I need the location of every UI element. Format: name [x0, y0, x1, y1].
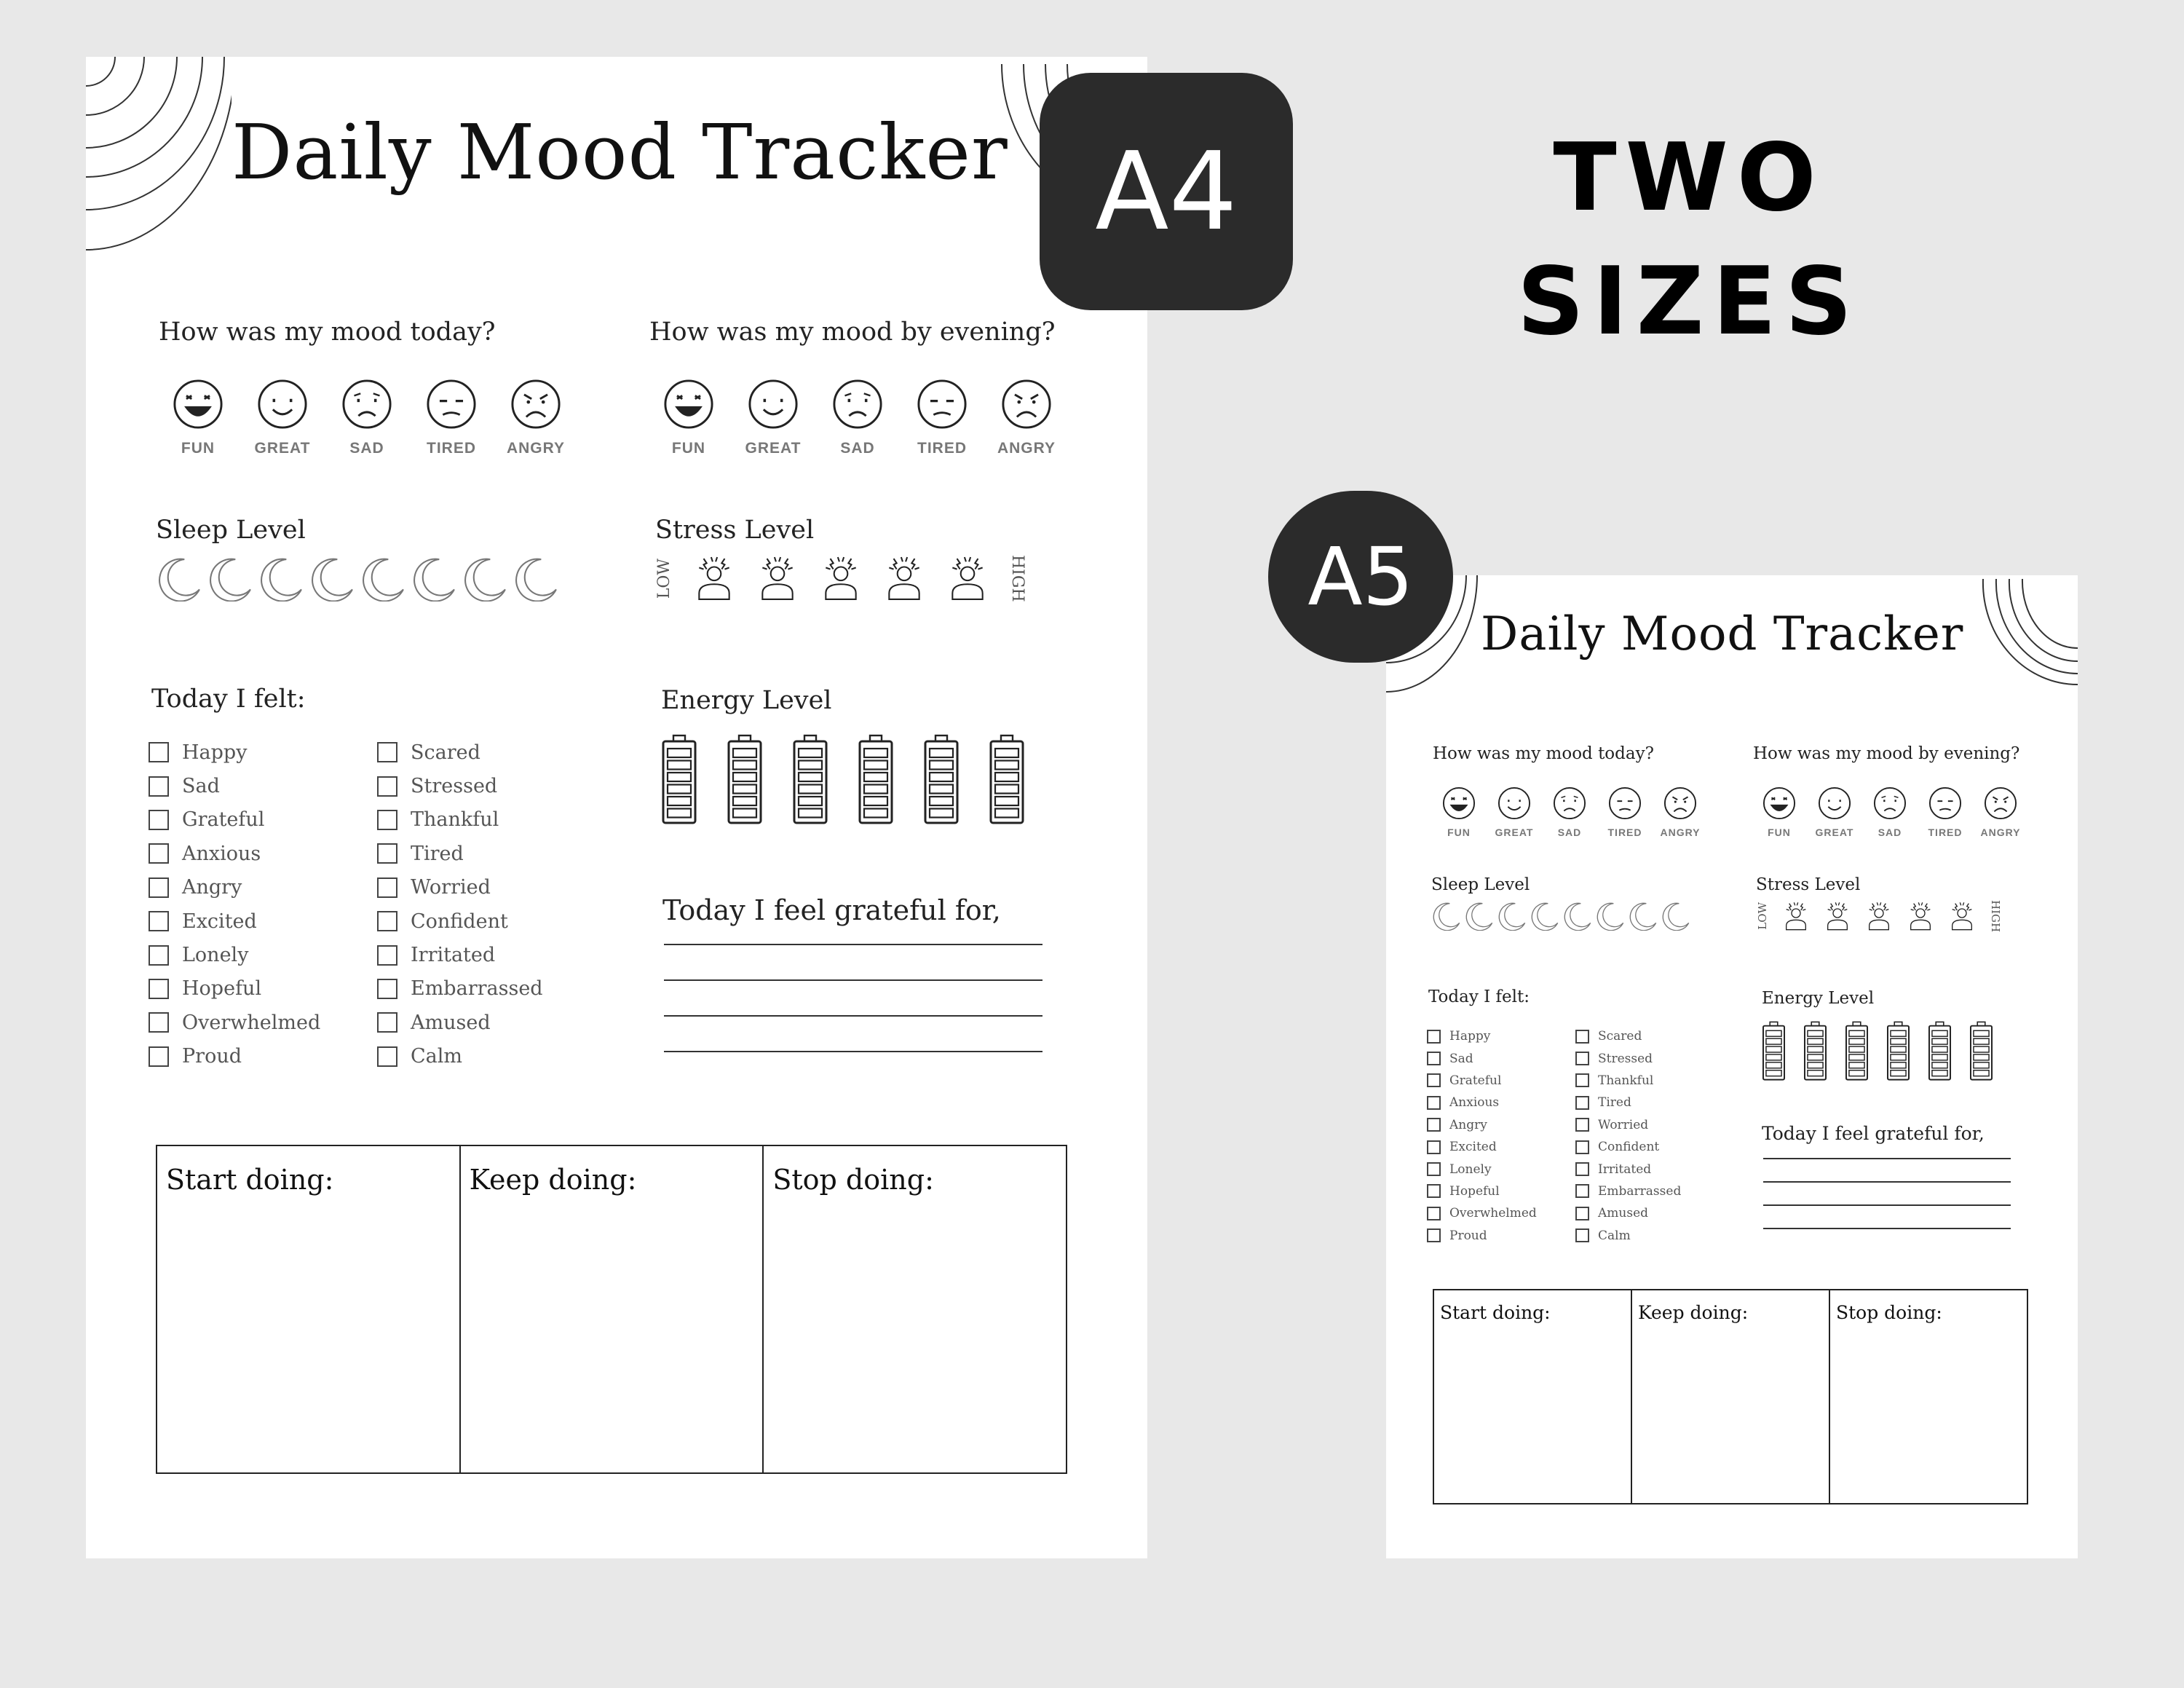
feeling-label: Proud	[182, 1045, 242, 1068]
moon-icon[interactable]	[207, 556, 252, 602]
moon-icon[interactable]	[513, 556, 558, 602]
tired-face-icon	[917, 379, 968, 430]
moon-icon[interactable]	[1562, 902, 1591, 931]
feeling-label: Worried	[1598, 1117, 1649, 1132]
moon-icon[interactable]	[1661, 902, 1690, 931]
feeling-checkbox-overwhelmed[interactable]	[1427, 1202, 1537, 1224]
feeling-checkbox-anxious[interactable]	[149, 837, 320, 870]
feeling-label: Confident	[1598, 1140, 1660, 1155]
mood-label: FUN	[1768, 827, 1791, 838]
feeling-checkbox-proud[interactable]	[149, 1040, 320, 1073]
tired-face-icon	[1928, 786, 1962, 820]
stop-doing-label: Stop doing:	[772, 1164, 934, 1196]
stress-scale	[1756, 900, 2002, 932]
checkbox[interactable]	[377, 843, 397, 864]
feeling-checkbox-angry[interactable]	[149, 871, 320, 904]
mood-fun-option[interactable]	[1752, 786, 1807, 838]
checkbox[interactable]	[377, 911, 397, 931]
feeling-label: Irritated	[411, 944, 496, 967]
moon-icon[interactable]	[156, 556, 201, 602]
energy-level-title: Energy Level	[661, 686, 832, 715]
feeling-label: Amused	[411, 1011, 491, 1034]
mood-sad-option[interactable]	[815, 379, 900, 457]
sad-face-icon	[341, 379, 392, 430]
checkbox[interactable]	[1575, 1030, 1589, 1044]
start-doing-label: Start doing:	[1440, 1302, 1551, 1323]
feeling-label: Scared	[411, 741, 480, 764]
mood-label: GREAT	[1815, 827, 1854, 838]
feeling-label: Grateful	[182, 808, 265, 832]
feeling-label: Calm	[411, 1045, 462, 1068]
stressed-person-icon[interactable]	[818, 556, 863, 601]
great-face-icon	[748, 379, 799, 430]
feeling-checkbox-tired[interactable]	[1575, 1092, 1681, 1113]
battery-icon[interactable]	[1886, 1019, 1910, 1082]
mood-label: ANGRY	[1980, 827, 2021, 838]
feeling-label: Embarrassed	[411, 977, 543, 1001]
mood-angry-option[interactable]	[984, 379, 1069, 457]
fun-face-icon	[1762, 786, 1796, 820]
mood-tired-option[interactable]	[1597, 786, 1653, 838]
a4-page	[86, 57, 1147, 1558]
feeling-checkbox-irritated[interactable]	[377, 938, 543, 971]
checkbox[interactable]	[1427, 1096, 1441, 1110]
checkbox[interactable]	[149, 776, 169, 797]
checkbox[interactable]	[149, 742, 169, 762]
sleep-moons	[156, 556, 563, 602]
checkbox[interactable]	[1575, 1073, 1589, 1087]
mood-sad-option[interactable]	[1862, 786, 1918, 838]
feeling-label: Grateful	[1449, 1073, 1502, 1088]
mood-label: ANGRY	[997, 440, 1056, 457]
mood-evening-faces	[646, 379, 1069, 457]
sleep-moons	[1431, 902, 1693, 931]
mood-today-question: How was my mood today?	[159, 318, 496, 347]
checkbox[interactable]	[1427, 1207, 1441, 1220]
feeling-label: Tired	[411, 842, 464, 865]
mood-sad-option[interactable]	[325, 379, 409, 457]
mood-label: FUN	[1447, 827, 1471, 838]
feeling-label: Excited	[182, 910, 257, 933]
feeling-label: Amused	[1598, 1206, 1649, 1221]
fun-face-icon	[173, 379, 223, 430]
feeling-label: Angry	[1449, 1117, 1487, 1132]
checkbox[interactable]	[149, 877, 169, 898]
feeling-label: Stressed	[1598, 1051, 1653, 1066]
moon-icon[interactable]	[258, 556, 303, 602]
a5-badge: A5	[1268, 491, 1453, 663]
feeling-label: Calm	[1598, 1228, 1631, 1243]
mood-sad-option[interactable]	[1542, 786, 1597, 838]
moon-icon[interactable]	[1497, 902, 1526, 931]
keep-doing-box[interactable]	[1632, 1290, 1830, 1503]
feeling-checkbox-embarrassed[interactable]	[1575, 1180, 1681, 1202]
feelings-column-2	[1575, 1025, 1681, 1247]
sleep-level-title: Sleep Level	[156, 516, 306, 545]
mood-fun-option[interactable]	[1431, 786, 1487, 838]
battery-icon[interactable]	[1762, 1019, 1786, 1082]
keep-doing-label: Keep doing:	[1638, 1302, 1749, 1323]
feeling-label: Lonely	[1449, 1162, 1492, 1177]
feeling-checkbox-tired[interactable]	[377, 837, 543, 870]
checkbox[interactable]	[377, 1046, 397, 1067]
checkbox[interactable]	[377, 979, 397, 999]
feeling-label: Sad	[1449, 1051, 1473, 1066]
fun-face-icon	[663, 379, 714, 430]
feeling-label: Happy	[1449, 1029, 1491, 1044]
mood-tired-option[interactable]	[409, 379, 494, 457]
feeling-checkbox-excited[interactable]	[149, 904, 320, 938]
stress-level-title: Stress Level	[1756, 875, 1861, 894]
feeling-label: Scared	[1598, 1029, 1642, 1044]
battery-icon[interactable]	[1969, 1019, 1993, 1082]
tired-face-icon	[426, 379, 477, 430]
checkbox[interactable]	[1575, 1184, 1589, 1198]
feeling-checkbox-thankful[interactable]	[377, 803, 543, 837]
checkbox[interactable]	[377, 742, 397, 762]
corner-arcs-right	[1976, 575, 2078, 706]
stop-doing-box[interactable]	[1830, 1290, 2027, 1503]
sad-face-icon	[1873, 786, 1907, 820]
mood-label: SAD	[1557, 827, 1582, 838]
stress-low-label: LOW	[1756, 902, 1769, 930]
energy-batteries	[661, 734, 1054, 824]
angry-face-icon	[1984, 786, 2017, 820]
angry-face-icon	[510, 379, 561, 430]
stressed-person-icon[interactable]	[755, 556, 800, 601]
start-doing-box[interactable]	[157, 1146, 461, 1472]
grateful-lines[interactable]	[1763, 1158, 2011, 1229]
fun-face-icon	[1442, 786, 1476, 820]
feeling-checkbox-confident[interactable]	[1575, 1136, 1681, 1158]
sad-face-icon	[1553, 786, 1586, 820]
stressed-person-icon[interactable]	[882, 556, 927, 601]
checkbox[interactable]	[149, 843, 169, 864]
mood-label: TIRED	[1928, 827, 1963, 838]
checkbox[interactable]	[1575, 1162, 1589, 1176]
checkbox[interactable]	[1575, 1096, 1589, 1110]
mood-label: SAD	[349, 440, 384, 457]
great-face-icon	[1818, 786, 1851, 820]
battery-icon[interactable]	[1845, 1019, 1869, 1082]
feeling-label: Worried	[411, 876, 491, 899]
battery-icon[interactable]	[1928, 1019, 1952, 1082]
stressed-person-icon[interactable]	[1823, 902, 1852, 931]
feeling-checkbox-hopeful[interactable]	[1427, 1180, 1537, 1202]
stressed-person-icon[interactable]	[1906, 902, 1935, 931]
moon-icon[interactable]	[1628, 902, 1657, 931]
feeling-label: Anxious	[182, 842, 261, 865]
mood-label: GREAT	[745, 440, 802, 457]
feeling-label: Irritated	[1598, 1162, 1652, 1177]
angry-face-icon	[1001, 379, 1052, 430]
mood-fun-option[interactable]	[156, 379, 240, 457]
checkbox[interactable]	[377, 810, 397, 830]
moon-icon[interactable]	[462, 556, 507, 602]
checkbox[interactable]	[377, 776, 397, 797]
battery-icon[interactable]	[858, 734, 894, 824]
battery-icon[interactable]	[1803, 1019, 1827, 1082]
checkbox[interactable]	[1575, 1118, 1589, 1132]
mood-fun-option[interactable]	[646, 379, 731, 457]
feeling-label: Excited	[1449, 1140, 1497, 1155]
stress-high-label: HIGH	[1989, 900, 2002, 933]
mood-label: SAD	[1878, 827, 1902, 838]
checkbox[interactable]	[1427, 1140, 1441, 1154]
feeling-label: Lonely	[182, 944, 249, 967]
mood-label: SAD	[840, 440, 875, 457]
mood-label: GREAT	[254, 440, 311, 457]
feeling-checkbox-sad[interactable]	[1427, 1047, 1537, 1069]
feeling-label: Hopeful	[1449, 1183, 1500, 1199]
reflection-boxes	[1433, 1289, 2028, 1504]
feeling-checkbox-happy[interactable]	[1427, 1025, 1537, 1047]
feeling-checkbox-amused[interactable]	[377, 1006, 543, 1039]
mood-label: ANGRY	[506, 440, 566, 457]
mood-evening-faces	[1752, 786, 2028, 838]
feeling-label: Thankful	[1598, 1073, 1654, 1088]
mood-today-question: How was my mood today?	[1433, 744, 1654, 763]
a4-badge: A4	[1040, 73, 1293, 310]
feelings-column-1	[1427, 1025, 1537, 1247]
great-face-icon	[257, 379, 308, 430]
tired-face-icon	[1608, 786, 1642, 820]
stress-high-label: HIGH	[1008, 555, 1026, 602]
keep-doing-box[interactable]	[461, 1146, 764, 1472]
stressed-person-icon[interactable]	[1947, 902, 1977, 931]
felt-title: Today I felt:	[1428, 987, 1530, 1006]
stressed-person-icon[interactable]	[1781, 902, 1811, 931]
feeling-label: Stressed	[411, 775, 498, 798]
checkbox[interactable]	[1427, 1073, 1441, 1087]
feeling-checkbox-lonely[interactable]	[1427, 1158, 1537, 1180]
grateful-title: Today I feel grateful for,	[662, 894, 1001, 926]
feeling-label: Tired	[1598, 1095, 1631, 1111]
two-sizes-line1: TWO	[1553, 124, 1825, 232]
feeling-checkbox-calm[interactable]	[377, 1040, 543, 1073]
mood-today-faces	[1431, 786, 1708, 838]
mood-angry-option[interactable]	[1653, 786, 1708, 838]
checkbox[interactable]	[149, 911, 169, 931]
mood-great-option[interactable]	[240, 379, 325, 457]
feeling-checkbox-embarrassed[interactable]	[377, 972, 543, 1006]
feeling-checkbox-calm[interactable]	[1575, 1225, 1681, 1247]
mood-evening-question: How was my mood by evening?	[649, 318, 1056, 347]
feeling-checkbox-worried[interactable]	[1575, 1114, 1681, 1136]
mood-label: TIRED	[427, 440, 476, 457]
feeling-checkbox-hopeful[interactable]	[149, 972, 320, 1006]
moon-icon[interactable]	[1530, 902, 1559, 931]
two-sizes-line2: SIZES	[1516, 248, 1861, 356]
energy-batteries	[1762, 1019, 2011, 1082]
feeling-label: Overwhelmed	[182, 1011, 321, 1034]
energy-level-title: Energy Level	[1762, 989, 1875, 1008]
feeling-checkbox-scared[interactable]	[377, 735, 543, 769]
corner-arcs-left	[86, 57, 232, 261]
mood-label: ANGRY	[1660, 827, 1701, 838]
stop-doing-label: Stop doing:	[1836, 1302, 1942, 1323]
checkbox[interactable]	[1575, 1052, 1589, 1065]
feeling-label: Overwhelmed	[1449, 1206, 1537, 1221]
grateful-lines[interactable]	[664, 944, 1042, 1052]
checkbox[interactable]	[1575, 1140, 1589, 1154]
moon-icon[interactable]	[1595, 902, 1624, 931]
feeling-checkbox-grateful[interactable]	[1427, 1070, 1537, 1092]
sleep-level-title: Sleep Level	[1431, 875, 1530, 894]
checkbox[interactable]	[377, 877, 397, 898]
checkbox[interactable]	[1427, 1052, 1441, 1065]
feeling-checkbox-stressed[interactable]	[1575, 1047, 1681, 1069]
mood-evening-question: How was my mood by evening?	[1753, 744, 2020, 763]
mood-label: FUN	[671, 440, 706, 457]
feeling-checkbox-happy[interactable]	[149, 735, 320, 769]
checkbox[interactable]	[1575, 1228, 1589, 1242]
mood-label: GREAT	[1495, 827, 1534, 838]
checkbox[interactable]	[1427, 1030, 1441, 1044]
checkbox[interactable]	[1427, 1118, 1441, 1132]
a5-page	[1386, 575, 2078, 1558]
checkbox[interactable]	[1427, 1228, 1441, 1242]
feelings-column-1	[149, 735, 320, 1073]
checkbox[interactable]	[1575, 1207, 1589, 1220]
feeling-checkbox-lonely[interactable]	[149, 938, 320, 971]
feeling-label: Proud	[1449, 1228, 1487, 1243]
stress-scale	[655, 555, 1026, 602]
battery-icon[interactable]	[727, 734, 763, 824]
stressed-person-icon[interactable]	[692, 556, 737, 601]
feeling-checkbox-amused[interactable]	[1575, 1202, 1681, 1224]
stress-low-label: LOW	[655, 558, 673, 599]
mood-angry-option[interactable]	[494, 379, 578, 457]
battery-icon[interactable]	[792, 734, 828, 824]
reflection-boxes	[156, 1145, 1067, 1474]
moon-icon[interactable]	[1464, 902, 1493, 931]
feeling-label: Anxious	[1449, 1095, 1500, 1111]
feeling-label: Happy	[182, 741, 248, 764]
mood-label: TIRED	[1607, 827, 1642, 838]
feeling-checkbox-grateful[interactable]	[149, 803, 320, 837]
mood-label: FUN	[181, 440, 215, 457]
mood-great-option[interactable]	[1487, 786, 1542, 838]
feeling-label: Thankful	[411, 808, 499, 832]
battery-icon[interactable]	[661, 734, 697, 824]
feeling-label: Confident	[411, 910, 508, 933]
feeling-label: Angry	[182, 876, 242, 899]
feeling-checkbox-sad[interactable]	[149, 769, 320, 802]
start-doing-label: Start doing:	[166, 1164, 334, 1196]
feeling-checkbox-anxious[interactable]	[1427, 1092, 1537, 1113]
mood-great-option[interactable]	[731, 379, 815, 457]
checkbox[interactable]	[149, 810, 169, 830]
feeling-checkbox-proud[interactable]	[1427, 1225, 1537, 1247]
checkbox[interactable]	[149, 979, 169, 999]
feeling-checkbox-confident[interactable]	[377, 904, 543, 938]
feeling-label: Hopeful	[182, 977, 262, 1001]
feeling-checkbox-worried[interactable]	[377, 871, 543, 904]
moon-icon[interactable]	[411, 556, 456, 602]
checkbox[interactable]	[1427, 1162, 1441, 1176]
stressed-person-icon[interactable]	[945, 556, 990, 601]
checkbox[interactable]	[149, 1012, 169, 1033]
mood-great-option[interactable]	[1807, 786, 1862, 838]
stress-level-title: Stress Level	[655, 516, 815, 545]
page-title: Daily Mood Tracker	[1481, 607, 1964, 661]
mood-tired-option[interactable]	[1918, 786, 1973, 838]
felt-title: Today I felt:	[151, 685, 306, 714]
page-title: Daily Mood Tracker	[232, 108, 1008, 197]
sad-face-icon	[832, 379, 883, 430]
moon-icon[interactable]	[1431, 902, 1460, 931]
feeling-checkbox-irritated[interactable]	[1575, 1158, 1681, 1180]
stressed-person-icon[interactable]	[1864, 902, 1894, 931]
keep-doing-label: Keep doing:	[469, 1164, 637, 1196]
mood-angry-option[interactable]	[1973, 786, 2028, 838]
battery-icon[interactable]	[989, 734, 1025, 824]
mood-today-faces	[156, 379, 578, 457]
checkbox[interactable]	[1427, 1184, 1441, 1198]
battery-icon[interactable]	[923, 734, 960, 824]
checkbox[interactable]	[377, 1012, 397, 1033]
feeling-checkbox-thankful[interactable]	[1575, 1070, 1681, 1092]
feeling-checkbox-overwhelmed[interactable]	[149, 1006, 320, 1039]
angry-face-icon	[1663, 786, 1697, 820]
feeling-label: Sad	[182, 775, 220, 798]
feeling-label: Embarrassed	[1598, 1183, 1682, 1199]
checkbox[interactable]	[149, 945, 169, 966]
feeling-checkbox-stressed[interactable]	[377, 769, 543, 802]
feeling-checkbox-angry[interactable]	[1427, 1114, 1537, 1136]
grateful-title: Today I feel grateful for,	[1762, 1123, 1985, 1144]
start-doing-box[interactable]	[1434, 1290, 1632, 1503]
feeling-checkbox-excited[interactable]	[1427, 1136, 1537, 1158]
great-face-icon	[1497, 786, 1531, 820]
checkbox[interactable]	[149, 1046, 169, 1067]
feelings-column-2	[377, 735, 543, 1073]
mood-label: TIRED	[917, 440, 967, 457]
mood-tired-option[interactable]	[900, 379, 984, 457]
moon-icon[interactable]	[309, 556, 354, 602]
moon-icon[interactable]	[360, 556, 405, 602]
checkbox[interactable]	[377, 945, 397, 966]
feeling-checkbox-scared[interactable]	[1575, 1025, 1681, 1047]
stop-doing-box[interactable]	[764, 1146, 1066, 1472]
